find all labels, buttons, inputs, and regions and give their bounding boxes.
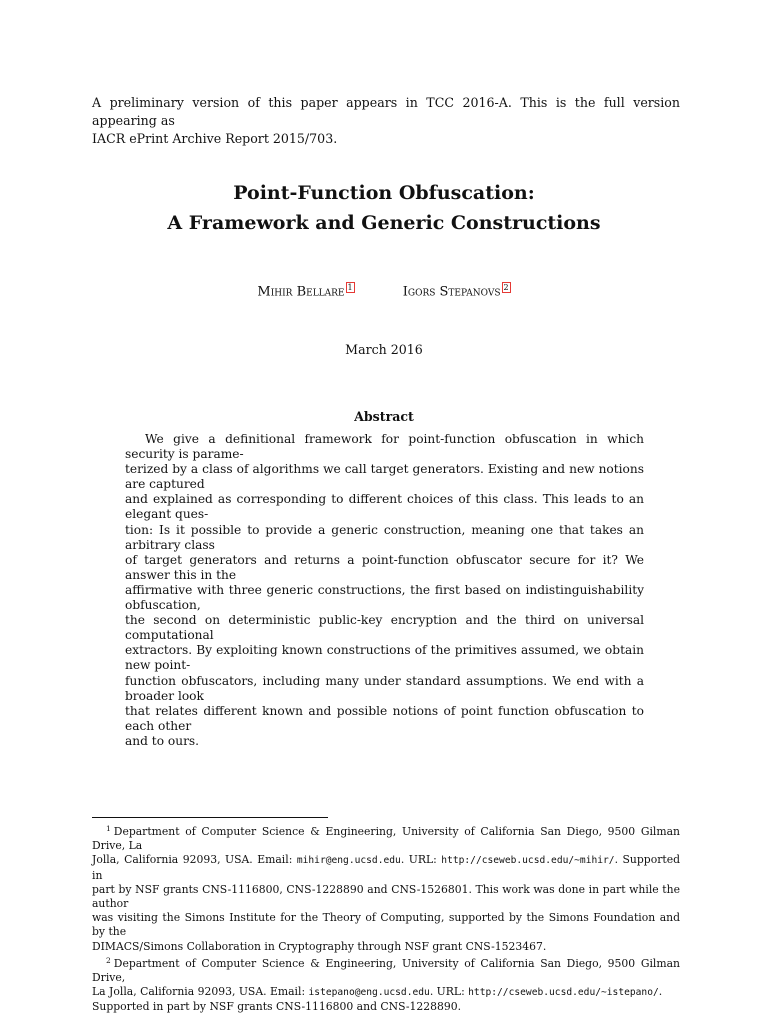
- footnote-text: .: [658, 985, 663, 999]
- footnote-text: La Jolla, California 92093, USA. Email:: [92, 985, 309, 999]
- footnote-text: Supported in part by NSF grants CNS-1116800 and CNS-1228890.: [92, 1000, 462, 1014]
- author-name: Mihir Bellare: [257, 284, 345, 300]
- title-line-1: Point-Function Obfuscation:: [233, 182, 535, 204]
- author-bellare: [257, 282, 354, 301]
- author-name: Igors Stepanovs: [402, 284, 501, 300]
- author-list: [84, 282, 684, 301]
- footnote-mark: 1: [106, 824, 111, 833]
- email-link[interactable]: mihir@eng.ucsd.edu: [296, 855, 401, 867]
- footnote-text: part by NSF grants CNS-1116800, CNS-1228890 and CNS-1526801. This work was done in part while the author: [92, 882, 680, 911]
- title-line-2: A Framework and Generic Constructions: [167, 212, 601, 234]
- footnote-link-1[interactable]: 1: [347, 283, 353, 292]
- abstract-line: tion: Is it possible to provide a generic construction, meaning one that takes an arbitrary class: [125, 522, 644, 552]
- abstract-line: terized by a class of algorithms we call target generators. Existing and new notions are captured: [125, 462, 644, 492]
- abstract-line: of target generators and returns a point-function obfuscator secure for it? We answer this in the: [125, 552, 644, 582]
- footnote-text: . URL:: [429, 985, 469, 999]
- abstract-line: and to ours.: [125, 733, 200, 748]
- abstract-heading: Abstract: [354, 409, 414, 424]
- footnote-1: [92, 822, 680, 954]
- paper-title: [84, 178, 684, 238]
- abstract-body: [125, 432, 644, 749]
- footnote-text: Department of Computer Science & Engineering, University of California San Diego, 9500 Gilman Drive, La: [92, 825, 680, 853]
- footnote-text: was visiting the Simons Institute for the Theory of Computing, supported by the Simons Foundation and by the: [92, 911, 680, 939]
- footnote-text: . URL:: [400, 853, 442, 867]
- prelim-line: IACR ePrint Archive Report 2015/703.: [92, 131, 338, 146]
- email-link[interactable]: istepano@eng.ucsd.edu: [308, 987, 430, 999]
- abstract-line: function obfuscators, including many under standard assumptions. We end with a broader look: [125, 673, 644, 703]
- footnote-2: [92, 954, 680, 1015]
- publication-date: March 2016: [345, 342, 423, 357]
- footnote-text: Department of Computer Science & Engineering, University of California San Diego, 9500 Gilman Drive,: [92, 956, 680, 985]
- abstract-line: the second on deterministic public-key encryption and the third on universal computational: [125, 613, 644, 643]
- footnotes: [92, 822, 680, 1015]
- prelim-line: A preliminary version of this paper appears in TCC 2016-A. This is the full version appearing as: [92, 95, 680, 128]
- abstract-line: affirmative with three generic constructions, the first based on indistinguishability obfuscation,: [125, 582, 644, 613]
- footnote-link-2[interactable]: 2: [503, 283, 509, 292]
- footnote-mark: 2: [106, 955, 111, 965]
- abstract-line: and explained as corresponding to different choices of this class. This leads to an elegant ques-: [125, 492, 644, 522]
- author-stepanovs: [403, 282, 511, 301]
- footnote-text: . Supported in: [92, 853, 680, 882]
- abstract-line: that relates different known and possible notions of point function obfuscation to each other: [125, 703, 644, 733]
- url-link[interactable]: http://cseweb.ucsd.edu/~istepano/: [468, 987, 659, 999]
- footnote-text: DIMACS/Simons Collaboration in Cryptography through NSF grant CNS-1523467.: [92, 939, 547, 953]
- preliminary-version-note: [92, 94, 680, 148]
- url-link[interactable]: http://cseweb.ucsd.edu/~mihir/: [441, 855, 615, 867]
- footnote-divider: [92, 817, 328, 818]
- abstract-line: extractors. By exploiting known constructions of the primitives assumed, we obtain new point-: [125, 643, 644, 673]
- footnote-text: Jolla, California 92093, USA. Email:: [92, 853, 297, 867]
- abstract-line: We give a definitional framework for point-function obfuscation in which security is parame-: [125, 432, 644, 462]
